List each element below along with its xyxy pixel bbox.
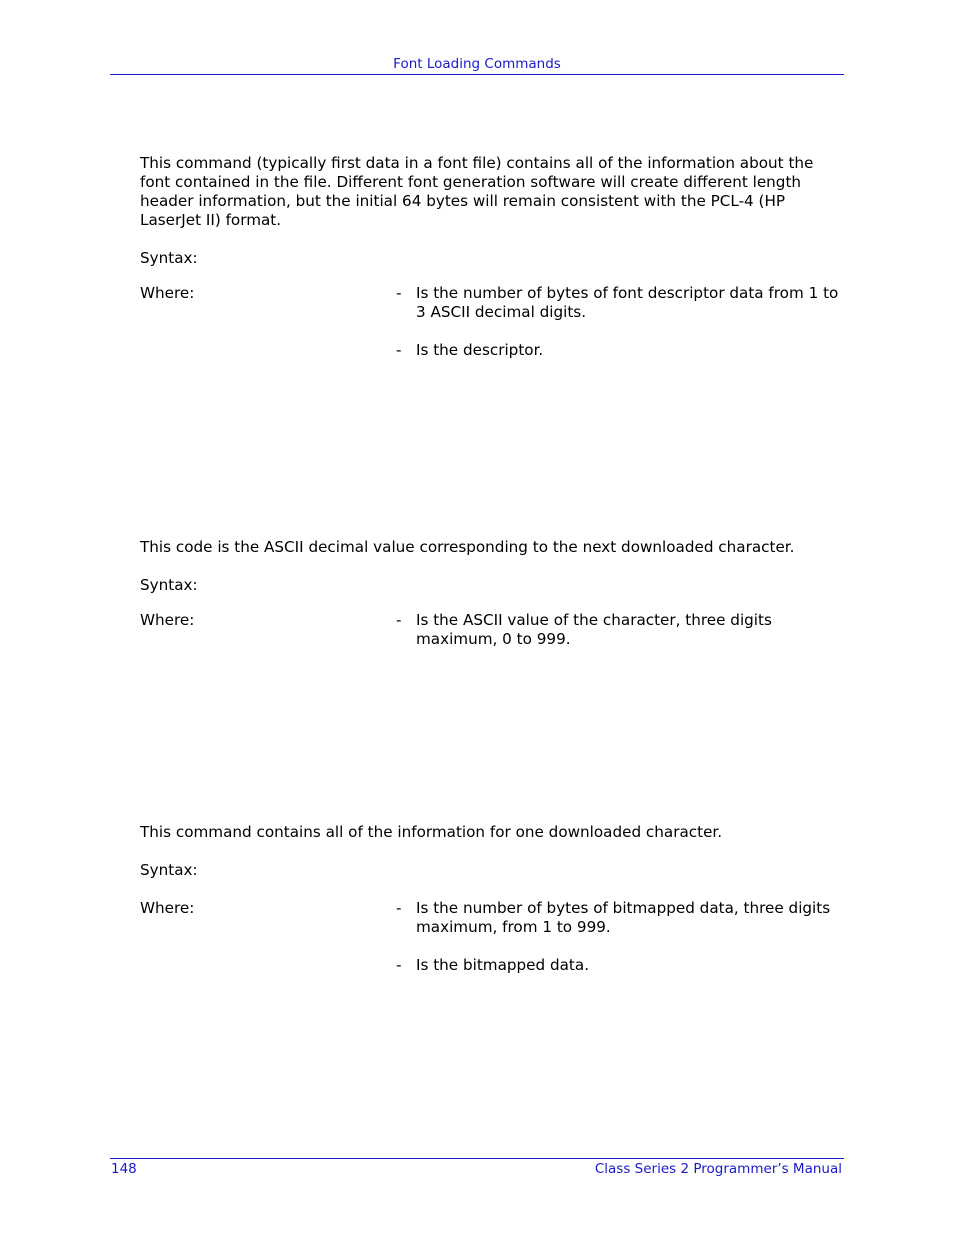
character-code-description: This code is the ASCII decimal value corresponding to the next downloaded character.: [140, 538, 795, 556]
character-data-param-bitmap: Is the bitmapped data.: [416, 956, 590, 974]
character-data-where-label: Where:: [140, 899, 195, 917]
param-dash: -: [396, 899, 402, 917]
param-dash: -: [396, 284, 402, 302]
param-dash: -: [396, 956, 402, 974]
running-header-title: Font Loading Commands: [393, 56, 561, 72]
font-descriptor-param-descriptor: Is the descriptor.: [416, 341, 544, 359]
param-dash: -: [396, 341, 402, 359]
header-rule: [110, 74, 844, 75]
character-data-param-byte-count: Is the number of bytes of bitmapped data, three digits maximum, from 1 to 999.: [416, 899, 831, 936]
footer-rule: [110, 1158, 844, 1159]
font-descriptor-description: This command (typically first data in a font file) contains all of the information about the font contained in the file. Different font generation software will create different length header information, but the initial 64 bytes will remain consistent with the PCL-4 (HP LaserJet II) format.: [140, 154, 814, 229]
font-descriptor-param-byte-count: Is the number of bytes of font descriptor data from 1 to 3 ASCII decimal digits.: [416, 284, 839, 321]
param-dash: -: [396, 611, 402, 629]
character-code-where-label: Where:: [140, 611, 195, 629]
character-data-syntax-label: Syntax:: [140, 861, 198, 879]
page-number: 148: [111, 1161, 137, 1177]
character-data-description: This command contains all of the information for one downloaded character.: [140, 823, 723, 841]
character-code-param-ascii-value: Is the ASCII value of the character, three digits maximum, 0 to 999.: [416, 611, 772, 648]
character-code-syntax-label: Syntax:: [140, 576, 198, 594]
font-descriptor-syntax-label: Syntax:: [140, 249, 198, 267]
manual-title: Class Series 2 Programmer’s Manual: [594, 1161, 842, 1177]
font-descriptor-where-label: Where:: [140, 284, 195, 302]
